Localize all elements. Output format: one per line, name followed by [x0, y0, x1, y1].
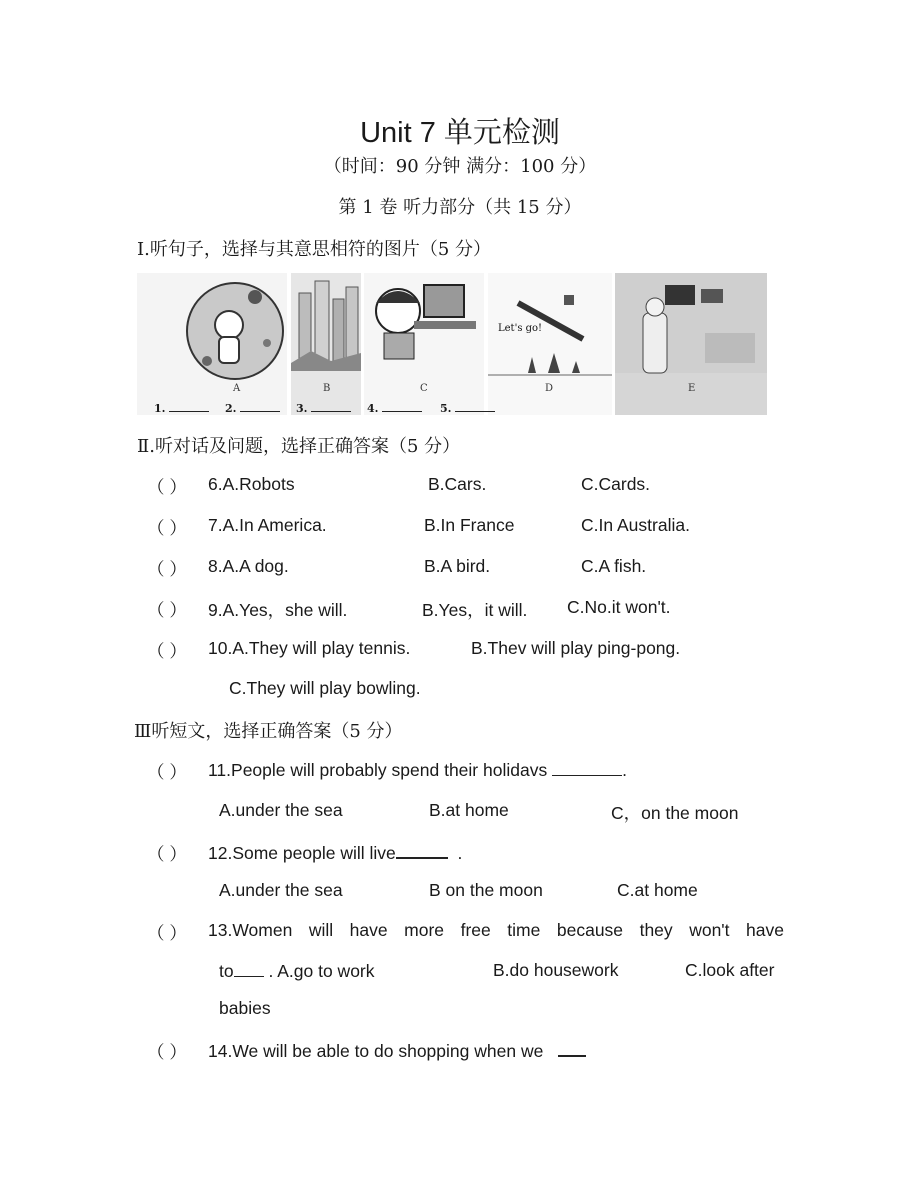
picture-label-d: D [545, 383, 554, 394]
q12-blank[interactable] [396, 841, 448, 859]
q13-stem: 13.Women will have more free time because they won't have [208, 920, 784, 940]
q12-stem: 12.Some people will live . [208, 843, 463, 863]
answer-paren-8[interactable]: （ ） [147, 559, 187, 579]
q10-option-c: C.They will play bowling. [229, 678, 421, 698]
q13-blank[interactable] [234, 960, 264, 977]
q9-option-c: C.No.it won't. [567, 597, 671, 617]
q12-option-b: B on the moon [429, 880, 543, 900]
q13-to: to . A.go to work [219, 961, 375, 981]
answer-paren-6[interactable]: （ ） [147, 477, 187, 497]
q9-option-a: 9.A.Yes，she will. [208, 600, 348, 620]
q9-option-b: B.Yes，it will. [422, 600, 528, 620]
answer-paren-14[interactable]: （ ） [147, 1042, 187, 1062]
picture-label-c: C [420, 383, 428, 394]
q11-blank[interactable] [552, 759, 622, 776]
section1-heading: Ⅰ.听句子，选择与其意思相符的图片（5 分） [137, 239, 492, 260]
q13-option-c-cont: babies [219, 998, 271, 1018]
q8-option-b: B.A bird. [424, 556, 491, 576]
q6-option-b: B.Cars. [428, 474, 487, 494]
picture-a-astronaut [137, 273, 287, 415]
page-title: Unit 7 单元检测 [360, 117, 560, 149]
answer-slot-3[interactable]: 3. [296, 401, 351, 415]
answer-paren-13[interactable]: （ ） [147, 923, 187, 943]
q11-stem: 11.People will probably spend their holidavs . [208, 760, 627, 780]
answer-paren-7[interactable]: （ ） [147, 518, 187, 538]
picture-label-e: E [688, 383, 696, 394]
answer-paren-12[interactable]: （ ） [147, 844, 187, 864]
answer-slot-4[interactable]: 4. [367, 401, 422, 415]
answer-paren-11[interactable]: （ ） [147, 762, 187, 782]
time-info: （时间：90 分钟 满分：100 分） [323, 156, 597, 177]
q7-option-b: B.In France [424, 515, 515, 535]
volume-heading: 第 1 卷 听力部分（共 15 分） [338, 197, 582, 218]
q12-option-c: C.at home [617, 880, 698, 900]
q11-option-c: C，on the moon [611, 803, 739, 823]
q8-option-a: 8.A.A dog. [208, 556, 289, 576]
q14-blank[interactable] [558, 1039, 586, 1057]
q13-option-c: C.look after [685, 960, 775, 980]
q10-option-b: B.Thev will play ping-pong. [471, 638, 681, 658]
answer-slot-2[interactable]: 2. [225, 401, 280, 415]
section3-heading: Ⅲ听短文，选择正确答案（5 分） [134, 721, 403, 742]
q6-option-a: 6.A.Robots [208, 474, 295, 494]
picture-d-text: Let's go! [498, 323, 543, 334]
picture-label-a: A [233, 383, 241, 394]
picture-label-b: B [323, 383, 331, 394]
q11-option-a: A.under the sea [219, 800, 343, 820]
q12-option-a: A.under the sea [219, 880, 343, 900]
q7-option-a: 7.A.In America. [208, 515, 327, 535]
astronaut-illustration [137, 273, 287, 415]
answer-slot-1[interactable]: 1. [154, 401, 209, 415]
q7-option-c: C.In Australia. [581, 515, 690, 535]
q11-option-b: B.at home [429, 800, 509, 820]
q10-option-a: 10.A.They will play tennis. [208, 638, 411, 658]
answer-paren-10[interactable]: （ ） [147, 641, 187, 661]
q14-stem: 14.We will be able to do shopping when we [208, 1039, 586, 1062]
answer-slot-5[interactable]: 5. [440, 401, 495, 415]
section2-heading: Ⅱ.听对话及问题，选择正确答案（5 分） [137, 436, 461, 457]
q8-option-c: C.A fish. [581, 556, 647, 576]
q6-option-c: C.Cards. [581, 474, 651, 494]
q13-option-b: B.do housework [493, 960, 619, 980]
answer-paren-9[interactable]: （ ） [147, 600, 187, 620]
